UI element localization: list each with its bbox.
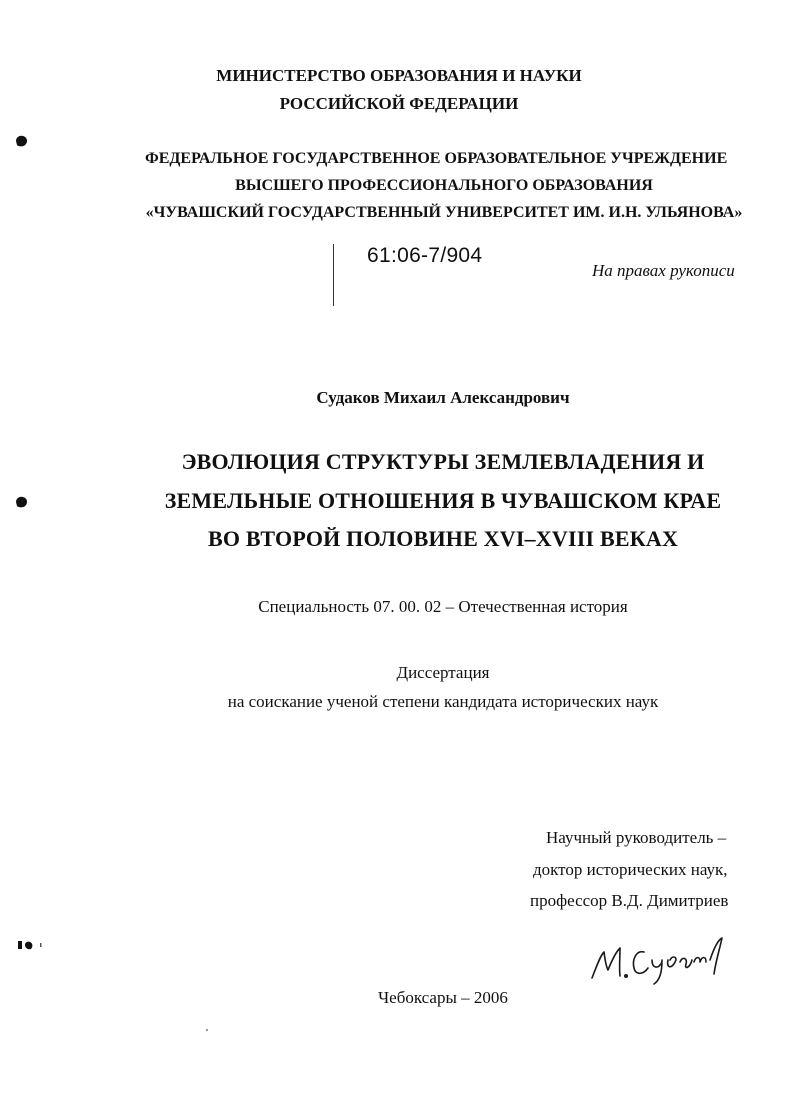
city-year: Чебоксары – 2006 (378, 988, 508, 1007)
title-line-3: ВО ВТОРОЙ ПОЛОВИНЕ XVI–XVIII ВЕКАХ (207, 526, 679, 551)
institution-line-2: ВЫСШЕГО ПРОФЕССИОНАЛЬНОГО ОБРАЗОВАНИЯ (235, 177, 653, 194)
supervisor-line-3: профессор В.Д. Димитриев (530, 891, 729, 910)
specialty: Специальность 07. 00. 02 – Отечественная история (258, 597, 628, 616)
supervisor-line-2: доктор исторических наук, (533, 860, 728, 879)
rights-note: На правах рукописи (592, 261, 735, 280)
punch-hole-mark-top (14, 134, 30, 148)
dissertation-type: Диссертация (396, 663, 490, 682)
scan-speck (206, 1029, 208, 1031)
title-line-1: ЭВОЛЮЦИЯ СТРУКТУРЫ ЗЕМЛЕВЛАДЕНИЯ И (181, 449, 705, 474)
punch-hole-mark-bottom (16, 938, 46, 952)
stamp-bar (333, 244, 334, 306)
ministry-line-2: РОССИЙСКОЙ ФЕДЕРАЦИИ (279, 94, 519, 113)
author-name: Судаков Михаил Александрович (316, 388, 570, 407)
punch-hole-mark-middle (14, 494, 30, 510)
supervisor-line-1: Научный руководитель – (546, 828, 727, 847)
signature-image (588, 930, 728, 986)
title-line-2: ЗЕМЕЛЬНЫЕ ОТНОШЕНИЯ В ЧУВАШСКОМ КРАЕ (164, 488, 722, 513)
library-stamp-code: 61:06-7/904 (367, 244, 483, 267)
ministry-line-1: МИНИСТЕРСТВО ОБРАЗОВАНИЯ И НАУКИ (216, 66, 582, 85)
dissertation-purpose: на соискание ученой степени кандидата исторических наук (227, 692, 659, 711)
institution-line-3: «ЧУВАШСКИЙ ГОСУДАРСТВЕННЫЙ УНИВЕРСИТЕТ ИМ. И.Н. УЛЬЯНОВА» (145, 204, 743, 221)
institution-line-1: ФЕДЕРАЛЬНОЕ ГОСУДАРСТВЕННОЕ ОБРАЗОВАТЕЛЬНОЕ УЧРЕЖДЕНИЕ (145, 150, 728, 167)
